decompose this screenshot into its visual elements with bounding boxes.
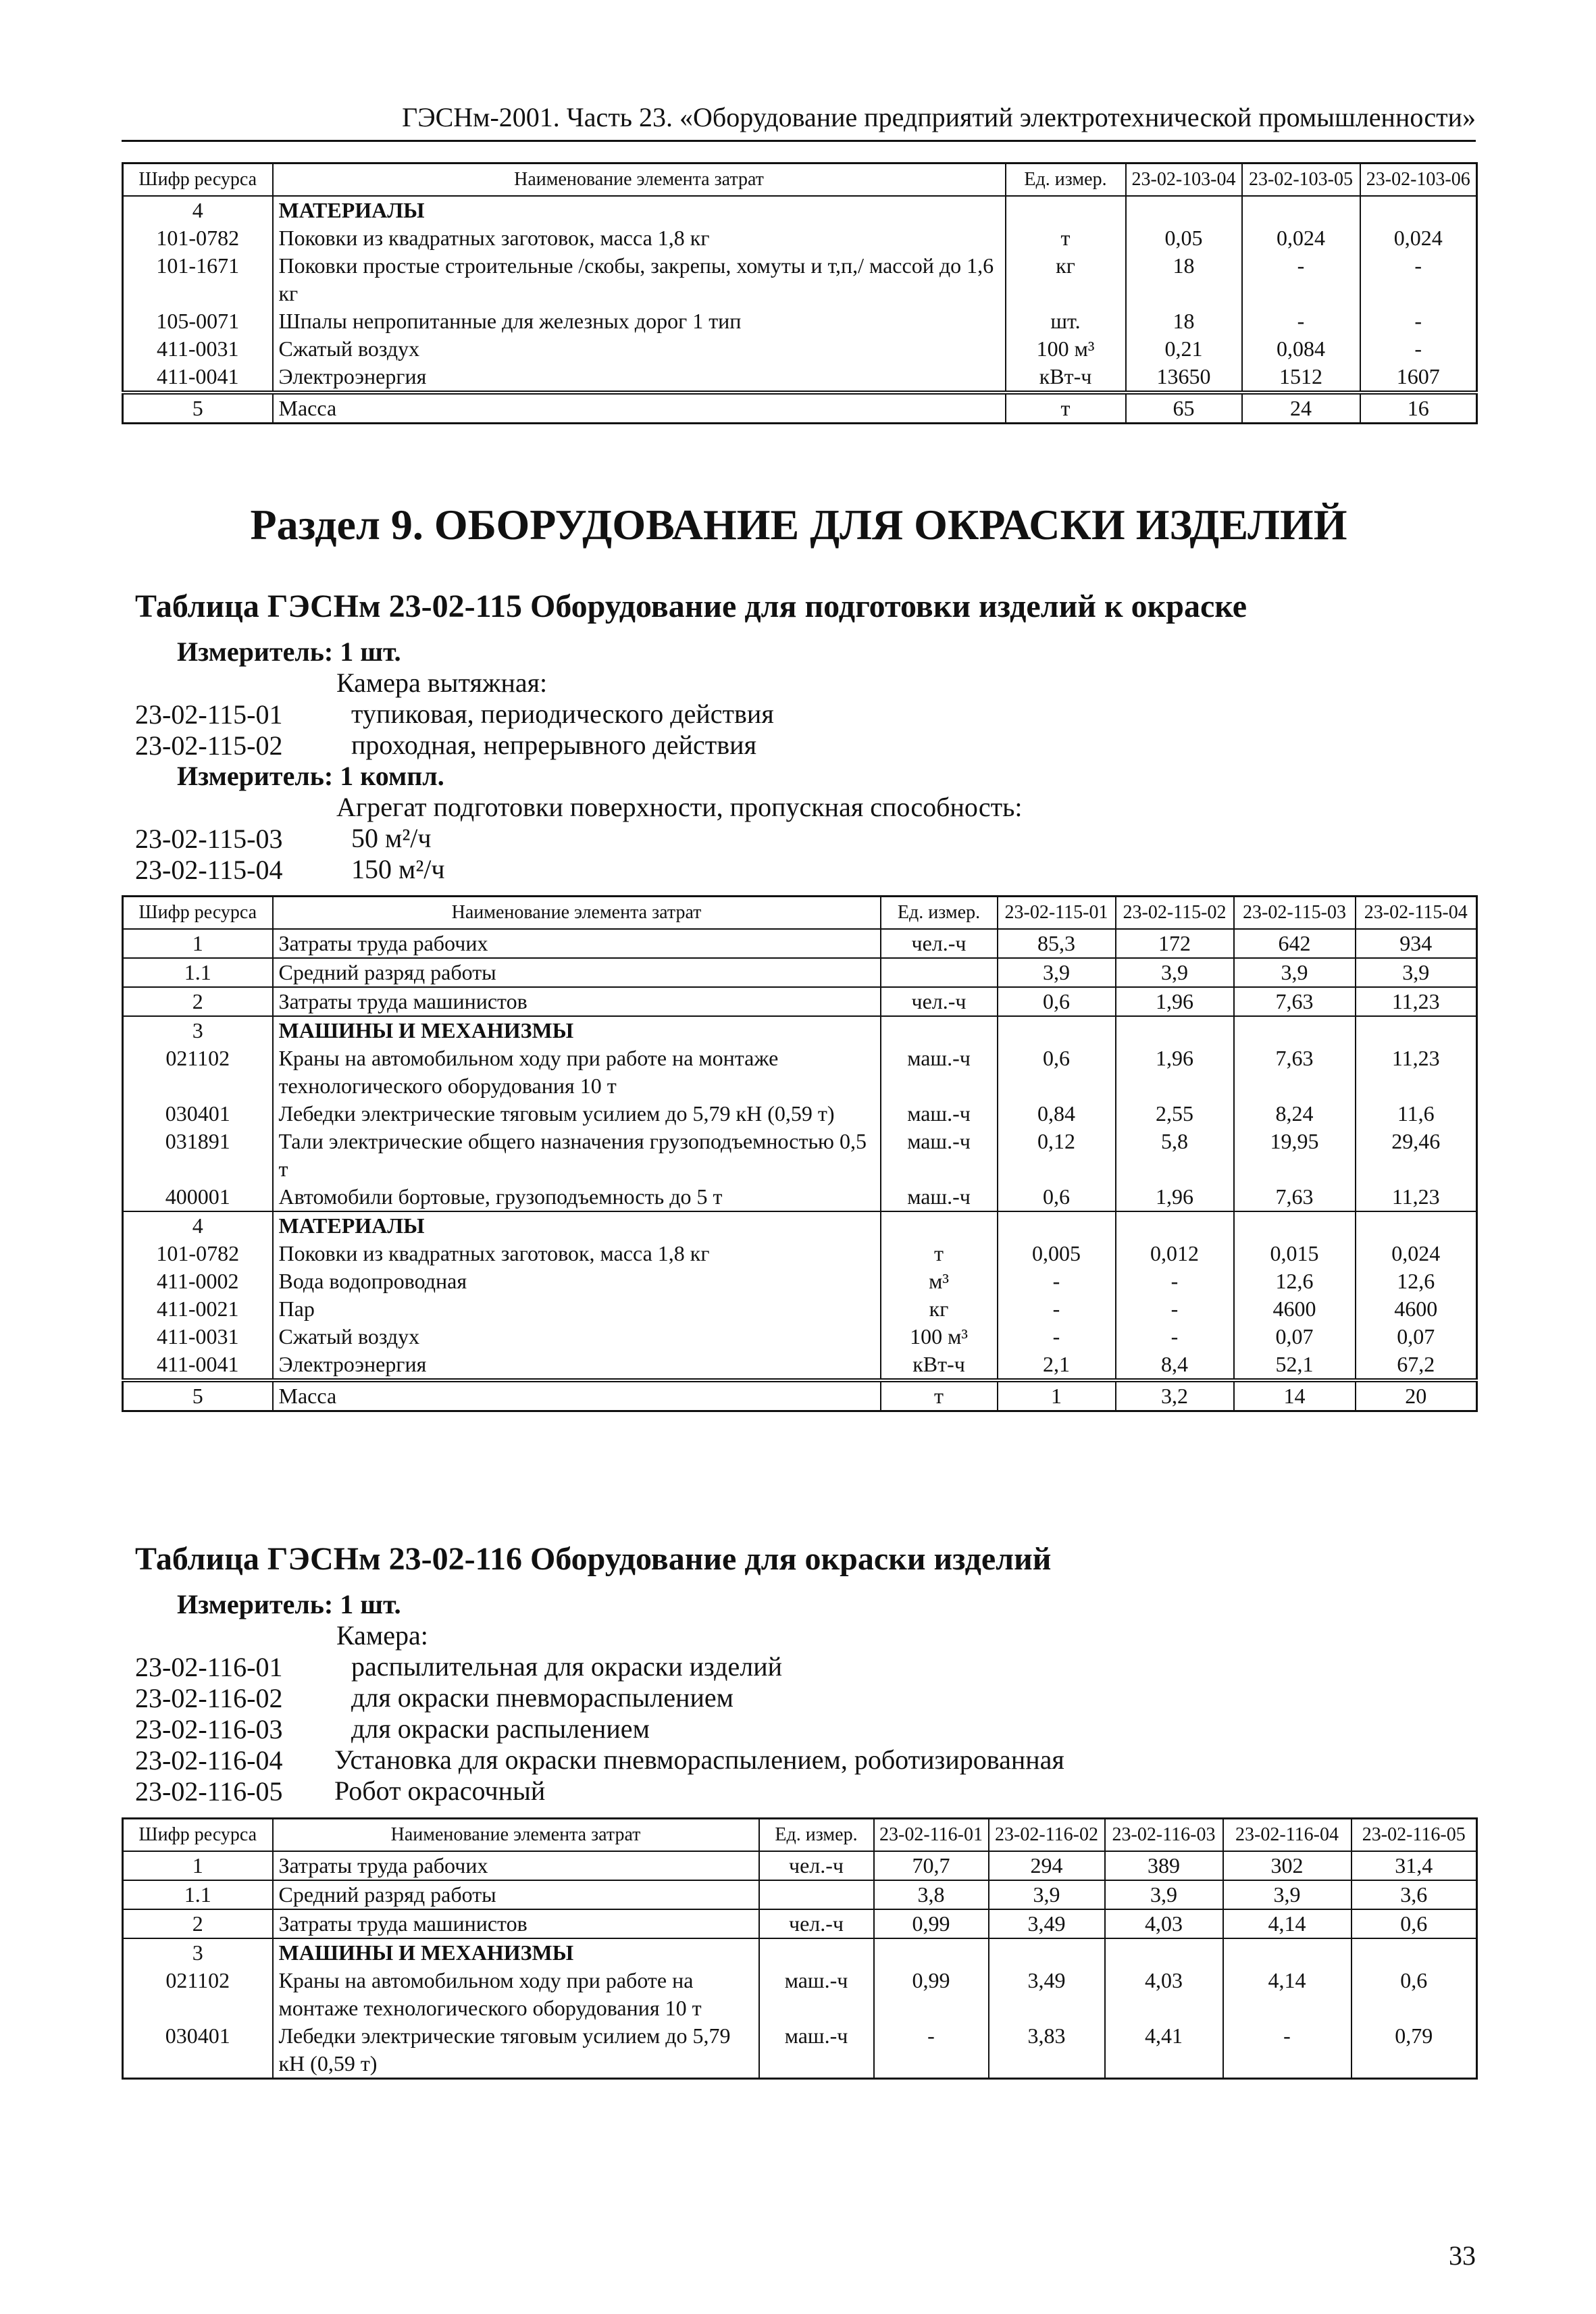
cell-unit: маш.-ч xyxy=(881,1045,998,1100)
cell-code: 4 xyxy=(123,1211,273,1240)
cell-value xyxy=(998,1211,1116,1240)
header-code: Шифр ресурса xyxy=(123,1819,273,1852)
cell-value: 7,63 xyxy=(1234,1183,1356,1211)
group-label: Агрегат подготовки поверхности, пропускная способность: xyxy=(336,792,1023,822)
header-col: 23-02-116-03 xyxy=(1105,1819,1223,1852)
section-title: Раздел 9. ОБОРУДОВАНИЕ ДЛЯ ОКРАСКИ ИЗДЕЛИЙ xyxy=(250,501,1347,549)
table-row xyxy=(123,196,1477,224)
cell-code: 5 xyxy=(123,1380,273,1411)
cell-value: 3,9 xyxy=(1356,958,1477,987)
cell-value: 4600 xyxy=(1356,1295,1477,1323)
cell-value: 11,23 xyxy=(1356,987,1477,1016)
cell-value: 3,9 xyxy=(998,958,1116,987)
item-text: проходная, непрерывного действия xyxy=(351,730,756,760)
cell-unit: маш.-ч xyxy=(881,1100,998,1128)
cell-unit: шт. xyxy=(1006,307,1126,335)
cell-value: - xyxy=(1116,1295,1234,1323)
cell-code: 411-0031 xyxy=(123,1323,273,1351)
cell-name: Электроэнергия xyxy=(273,363,1006,393)
cell-value: 172 xyxy=(1116,929,1234,958)
cell-value: 3,9 xyxy=(989,1880,1105,1909)
cell-code: 105-0071 xyxy=(123,307,273,335)
cell-unit: маш.-ч xyxy=(759,2022,874,2079)
item-text: для окраски распылением xyxy=(351,1713,650,1744)
cell-value: 7,63 xyxy=(1234,987,1356,1016)
cell-value: 389 xyxy=(1105,1851,1223,1880)
header-code: Шифр ресурса xyxy=(123,897,273,930)
cell-name: Пар xyxy=(273,1295,881,1323)
cell-value: 3,9 xyxy=(1223,1880,1352,1909)
cell-code: 4 xyxy=(123,196,273,224)
item-code: 23-02-115-02 xyxy=(135,730,283,761)
item-code: 23-02-116-02 xyxy=(135,1683,283,1713)
measure-label: Измеритель: 1 компл. xyxy=(177,761,444,791)
cell-value: 11,23 xyxy=(1356,1045,1477,1100)
cell-value: - xyxy=(998,1323,1116,1351)
cell-value: 67,2 xyxy=(1356,1351,1477,1380)
running-head: ГЭСНм-2001. Часть 23. «Оборудование предприятий электротехнической промышленности» xyxy=(122,101,1476,142)
header-col: 23-02-116-02 xyxy=(989,1819,1105,1852)
cell-value xyxy=(1352,1938,1477,1967)
table-row xyxy=(123,1295,1477,1323)
cell-value: - xyxy=(1242,307,1360,335)
table-row xyxy=(123,987,1477,1016)
cell-name: Средний разряд работы xyxy=(273,958,881,987)
group-label: Камера вытяжная: xyxy=(336,668,548,698)
header-code: Шифр ресурса xyxy=(123,164,273,197)
header-name: Наименование элемента затрат xyxy=(273,897,881,930)
cell-value: 3,6 xyxy=(1352,1880,1477,1909)
cell-unit: 100 м³ xyxy=(881,1323,998,1351)
measure-label: Измеритель: 1 шт. xyxy=(177,636,401,667)
cell-name: МАШИНЫ И МЕХАНИЗМЫ xyxy=(273,1016,881,1045)
table-row xyxy=(123,1323,1477,1351)
cell-value xyxy=(1242,196,1360,224)
cell-name: Краны на автомобильном ходу при работе на монтаже технологического оборудования 10 т xyxy=(273,1967,759,2022)
header-name: Наименование элемента затрат xyxy=(273,164,1006,197)
cell-unit xyxy=(881,1016,998,1045)
cell-value xyxy=(1223,1938,1352,1967)
cell-code: 101-1671 xyxy=(123,252,273,307)
cell-value: 3,9 xyxy=(1234,958,1356,987)
table-row xyxy=(123,1880,1477,1909)
cell-value: 1,96 xyxy=(1116,1183,1234,1211)
cell-value: 0,015 xyxy=(1234,1240,1356,1267)
cell-code: 411-0041 xyxy=(123,363,273,393)
table-row xyxy=(123,1851,1477,1880)
cell-code: 1.1 xyxy=(123,958,273,987)
table-row xyxy=(123,1183,1477,1211)
cell-value: 11,23 xyxy=(1356,1183,1477,1211)
cell-unit: кВт-ч xyxy=(881,1351,998,1380)
cell-value: 24 xyxy=(1242,393,1360,424)
table-row xyxy=(123,958,1477,987)
cell-name: Масса xyxy=(273,1380,881,1411)
cell-value: - xyxy=(1360,335,1477,363)
item-text: тупиковая, периодического действия xyxy=(351,699,774,729)
table-row xyxy=(123,1045,1477,1100)
table-row xyxy=(123,252,1477,307)
cell-value: 4,03 xyxy=(1105,1909,1223,1938)
cell-code: 3 xyxy=(123,1016,273,1045)
cell-value: 3,49 xyxy=(989,1967,1105,2022)
cell-value: 8,4 xyxy=(1116,1351,1234,1380)
cell-unit xyxy=(881,958,998,987)
cell-value: 16 xyxy=(1360,393,1477,424)
cell-unit: кВт-ч xyxy=(1006,363,1126,393)
cell-name: МАШИНЫ И МЕХАНИЗМЫ xyxy=(273,1938,759,1967)
cell-code: 021102 xyxy=(123,1045,273,1100)
cell-name: Автомобили бортовые, грузоподъемность до 5 т xyxy=(273,1183,881,1211)
table-row xyxy=(123,1909,1477,1938)
cell-unit: т xyxy=(1006,224,1126,252)
cell-name: Средний разряд работы xyxy=(273,1880,759,1909)
item-text: Робот окрасочный xyxy=(334,1776,546,1806)
resource-table-116 xyxy=(122,1817,1478,2080)
cell-value: 11,6 xyxy=(1356,1100,1477,1128)
header-col: 23-02-103-06 xyxy=(1360,164,1477,197)
cell-value: - xyxy=(1360,252,1477,307)
cell-code: 1 xyxy=(123,929,273,958)
cell-value xyxy=(1126,196,1242,224)
cell-unit xyxy=(759,1880,874,1909)
cell-name: Затраты труда рабочих xyxy=(273,929,881,958)
cell-value: 85,3 xyxy=(998,929,1116,958)
cell-value xyxy=(989,1938,1105,1967)
cell-value: 4,03 xyxy=(1105,1967,1223,2022)
cell-value: 0,84 xyxy=(998,1100,1116,1128)
cell-value: 0,6 xyxy=(998,987,1116,1016)
item-code: 23-02-116-03 xyxy=(135,1714,283,1744)
cell-unit xyxy=(1006,196,1126,224)
cell-code: 030401 xyxy=(123,1100,273,1128)
cell-code: 2 xyxy=(123,987,273,1016)
header-unit: Ед. измер. xyxy=(759,1819,874,1852)
header-col: 23-02-116-05 xyxy=(1352,1819,1477,1852)
cell-value: 294 xyxy=(989,1851,1105,1880)
header-unit: Ед. измер. xyxy=(1006,164,1126,197)
cell-value xyxy=(1105,1938,1223,1967)
item-code: 23-02-115-01 xyxy=(135,699,283,730)
header-col: 23-02-115-02 xyxy=(1116,897,1234,930)
cell-value: 29,46 xyxy=(1356,1128,1477,1183)
cell-value xyxy=(1116,1016,1234,1045)
cell-value: 3,83 xyxy=(989,2022,1105,2079)
cell-code: 1.1 xyxy=(123,1880,273,1909)
table-row xyxy=(123,1938,1477,1967)
header-col: 23-02-116-01 xyxy=(874,1819,989,1852)
cell-value: 14 xyxy=(1234,1380,1356,1411)
cell-value: 0,024 xyxy=(1242,224,1360,252)
cell-unit: т xyxy=(881,1240,998,1267)
cell-value: 0,05 xyxy=(1126,224,1242,252)
cell-value: 70,7 xyxy=(874,1851,989,1880)
cell-code: 411-0021 xyxy=(123,1295,273,1323)
cell-name: Поковки простые строительные /скобы, закрепы, хомуты и т,п,/ массой до 1,6 кг xyxy=(273,252,1006,307)
cell-value: 4,14 xyxy=(1223,1909,1352,1938)
cell-value: - xyxy=(1116,1323,1234,1351)
cell-value: 12,6 xyxy=(1234,1267,1356,1295)
cell-value: 0,07 xyxy=(1234,1323,1356,1351)
table-row xyxy=(123,1128,1477,1183)
item-code: 23-02-115-04 xyxy=(135,855,283,885)
cell-value: 302 xyxy=(1223,1851,1352,1880)
cell-unit: маш.-ч xyxy=(881,1183,998,1211)
cell-name: Электроэнергия xyxy=(273,1351,881,1380)
cell-code: 031891 xyxy=(123,1128,273,1183)
header-col: 23-02-115-04 xyxy=(1356,897,1477,930)
table-row xyxy=(123,1100,1477,1128)
cell-name: Шпалы непропитанные для железных дорог 1 тип xyxy=(273,307,1006,335)
cell-value: 18 xyxy=(1126,307,1242,335)
cell-value: 0,012 xyxy=(1116,1240,1234,1267)
cell-value: 3,2 xyxy=(1116,1380,1234,1411)
table-row xyxy=(123,1967,1477,2022)
cell-value xyxy=(1116,1211,1234,1240)
cell-value: 0,99 xyxy=(874,1967,989,2022)
cell-value: 4600 xyxy=(1234,1295,1356,1323)
header-name: Наименование элемента затрат xyxy=(273,1819,759,1852)
cell-name: Вода водопроводная xyxy=(273,1267,881,1295)
cell-unit: кг xyxy=(1006,252,1126,307)
cell-name: Затраты труда машинистов xyxy=(273,1909,759,1938)
cell-code: 030401 xyxy=(123,2022,273,2079)
header-unit: Ед. измер. xyxy=(881,897,998,930)
cell-value: 4,41 xyxy=(1105,2022,1223,2079)
cell-code: 411-0002 xyxy=(123,1267,273,1295)
cell-name: Сжатый воздух xyxy=(273,1323,881,1351)
cell-value xyxy=(1234,1211,1356,1240)
cell-unit: маш.-ч xyxy=(759,1967,874,2022)
item-code: 23-02-116-04 xyxy=(135,1745,283,1776)
table-title: Таблица ГЭСНм 23-02-116 Оборудование для окраски изделий xyxy=(135,1541,1052,1577)
cell-value: 8,24 xyxy=(1234,1100,1356,1128)
header-col: 23-02-103-05 xyxy=(1242,164,1360,197)
cell-value: - xyxy=(874,2022,989,2079)
table-row xyxy=(123,2022,1477,2079)
cell-name: Масса xyxy=(273,393,1006,424)
cell-name: Сжатый воздух xyxy=(273,335,1006,363)
cell-unit: кг xyxy=(881,1295,998,1323)
cell-value: 1607 xyxy=(1360,363,1477,393)
table-row xyxy=(123,1267,1477,1295)
cell-value: 0,79 xyxy=(1352,2022,1477,2079)
cell-unit: т xyxy=(1006,393,1126,424)
cell-name: МАТЕРИАЛЫ xyxy=(273,1211,881,1240)
cell-value: 3,9 xyxy=(1116,958,1234,987)
page-number: 33 xyxy=(1449,2240,1476,2271)
cell-value: 2,55 xyxy=(1116,1100,1234,1128)
cell-value xyxy=(1356,1016,1477,1045)
cell-value: 18 xyxy=(1126,252,1242,307)
table-row xyxy=(123,1016,1477,1045)
cell-value: 65 xyxy=(1126,393,1242,424)
cell-value: 13650 xyxy=(1126,363,1242,393)
cell-value: 0,12 xyxy=(998,1128,1116,1183)
table-row xyxy=(123,393,1477,424)
cell-value: 3,8 xyxy=(874,1880,989,1909)
table-row xyxy=(123,1211,1477,1240)
table-row xyxy=(123,929,1477,958)
cell-value: 0,07 xyxy=(1356,1323,1477,1351)
cell-value: 3,9 xyxy=(1105,1880,1223,1909)
resource-table-115 xyxy=(122,895,1478,1412)
cell-value: 1512 xyxy=(1242,363,1360,393)
cell-value: 20 xyxy=(1356,1380,1477,1411)
cell-unit: т xyxy=(881,1380,998,1411)
cell-value: 1,96 xyxy=(1116,987,1234,1016)
cell-unit: чел.-ч xyxy=(759,1851,874,1880)
item-code: 23-02-115-03 xyxy=(135,824,283,854)
item-text: Установка для окраски пневмораспылением, роботизированная xyxy=(334,1744,1064,1775)
cell-code: 411-0041 xyxy=(123,1351,273,1380)
cell-code: 101-0782 xyxy=(123,224,273,252)
cell-value: 31,4 xyxy=(1352,1851,1477,1880)
cell-value: 0,99 xyxy=(874,1909,989,1938)
cell-code: 411-0031 xyxy=(123,335,273,363)
cell-unit: чел.-ч xyxy=(759,1909,874,1938)
table-row xyxy=(123,363,1477,393)
cell-value: - xyxy=(998,1267,1116,1295)
cell-name: Затраты труда рабочих xyxy=(273,1851,759,1880)
group-label: Камера: xyxy=(336,1620,428,1651)
cell-code: 101-0782 xyxy=(123,1240,273,1267)
cell-value: 0,6 xyxy=(1352,1967,1477,2022)
cell-unit: чел.-ч xyxy=(881,987,998,1016)
table-row xyxy=(123,1351,1477,1380)
cell-unit xyxy=(881,1211,998,1240)
cell-value xyxy=(998,1016,1116,1045)
item-text: 50 м²/ч xyxy=(351,823,432,853)
cell-value: 52,1 xyxy=(1234,1351,1356,1380)
item-text: для окраски пневмораспылением xyxy=(351,1682,733,1713)
item-text: распылительная для окраски изделий xyxy=(351,1651,783,1682)
cell-code: 2 xyxy=(123,1909,273,1938)
cell-name: Краны на автомобильном ходу при работе на монтаже технологического оборудования 10 т xyxy=(273,1045,881,1100)
table-row xyxy=(123,224,1477,252)
cell-value: 0,024 xyxy=(1356,1240,1477,1267)
cell-value xyxy=(874,1938,989,1967)
cell-value: 0,6 xyxy=(1352,1909,1477,1938)
cell-value: - xyxy=(1242,252,1360,307)
cell-value xyxy=(1360,196,1477,224)
cell-value: 642 xyxy=(1234,929,1356,958)
cell-value: - xyxy=(1223,2022,1352,2079)
measure-label: Измеритель: 1 шт. xyxy=(177,1589,401,1619)
cell-value: - xyxy=(1116,1267,1234,1295)
item-code: 23-02-116-05 xyxy=(135,1776,283,1807)
cell-value: 0,6 xyxy=(998,1183,1116,1211)
cell-name: Лебедки электрические тяговым усилием до 5,79 кН (0,59 т) xyxy=(273,2022,759,2079)
cell-value: 2,1 xyxy=(998,1351,1116,1380)
cell-value: 4,14 xyxy=(1223,1967,1352,2022)
table-row xyxy=(123,1380,1477,1411)
cell-value: 1,96 xyxy=(1116,1045,1234,1100)
cell-value: 934 xyxy=(1356,929,1477,958)
item-code: 23-02-116-01 xyxy=(135,1652,283,1682)
cell-name: Тали электрические общего назначения грузоподъемностью 0,5 т xyxy=(273,1128,881,1183)
cell-value xyxy=(1234,1016,1356,1045)
cell-code: 1 xyxy=(123,1851,273,1880)
cell-value: - xyxy=(998,1295,1116,1323)
cell-value: 19,95 xyxy=(1234,1128,1356,1183)
header-col: 23-02-103-04 xyxy=(1126,164,1242,197)
header-col: 23-02-115-01 xyxy=(998,897,1116,930)
cell-unit: чел.-ч xyxy=(881,929,998,958)
cell-value: 3,49 xyxy=(989,1909,1105,1938)
cell-name: МАТЕРИАЛЫ xyxy=(273,196,1006,224)
cell-name: Поковки из квадратных заготовок, масса 1,8 кг xyxy=(273,1240,881,1267)
cell-code: 021102 xyxy=(123,1967,273,2022)
cell-code: 5 xyxy=(123,393,273,424)
cell-name: Поковки из квадратных заготовок, масса 1,8 кг xyxy=(273,224,1006,252)
cell-value: 7,63 xyxy=(1234,1045,1356,1100)
cell-value: 0,024 xyxy=(1360,224,1477,252)
table-row xyxy=(123,307,1477,335)
cell-value: 12,6 xyxy=(1356,1267,1477,1295)
cell-value: 0,21 xyxy=(1126,335,1242,363)
cell-value: - xyxy=(1360,307,1477,335)
table-row xyxy=(123,335,1477,363)
table-title: Таблица ГЭСНм 23-02-115 Оборудование для подготовки изделий к окраске xyxy=(135,588,1247,624)
cell-name: Лебедки электрические тяговым усилием до 5,79 кН (0,59 т) xyxy=(273,1100,881,1128)
cell-value: 1 xyxy=(998,1380,1116,1411)
cell-unit: 100 м³ xyxy=(1006,335,1126,363)
cell-name: Затраты труда машинистов xyxy=(273,987,881,1016)
cell-value: 5,8 xyxy=(1116,1128,1234,1183)
cell-code: 400001 xyxy=(123,1183,273,1211)
header-col: 23-02-115-03 xyxy=(1234,897,1356,930)
cell-value: 0,6 xyxy=(998,1045,1116,1100)
table-row xyxy=(123,1240,1477,1267)
resource-table-103 xyxy=(122,162,1478,424)
cell-unit xyxy=(759,1938,874,1967)
header-col: 23-02-116-04 xyxy=(1223,1819,1352,1852)
cell-unit: м³ xyxy=(881,1267,998,1295)
cell-unit: маш.-ч xyxy=(881,1128,998,1183)
cell-value: 0,084 xyxy=(1242,335,1360,363)
cell-code: 3 xyxy=(123,1938,273,1967)
cell-value xyxy=(1356,1211,1477,1240)
cell-value: 0,005 xyxy=(998,1240,1116,1267)
item-text: 150 м²/ч xyxy=(351,854,445,884)
